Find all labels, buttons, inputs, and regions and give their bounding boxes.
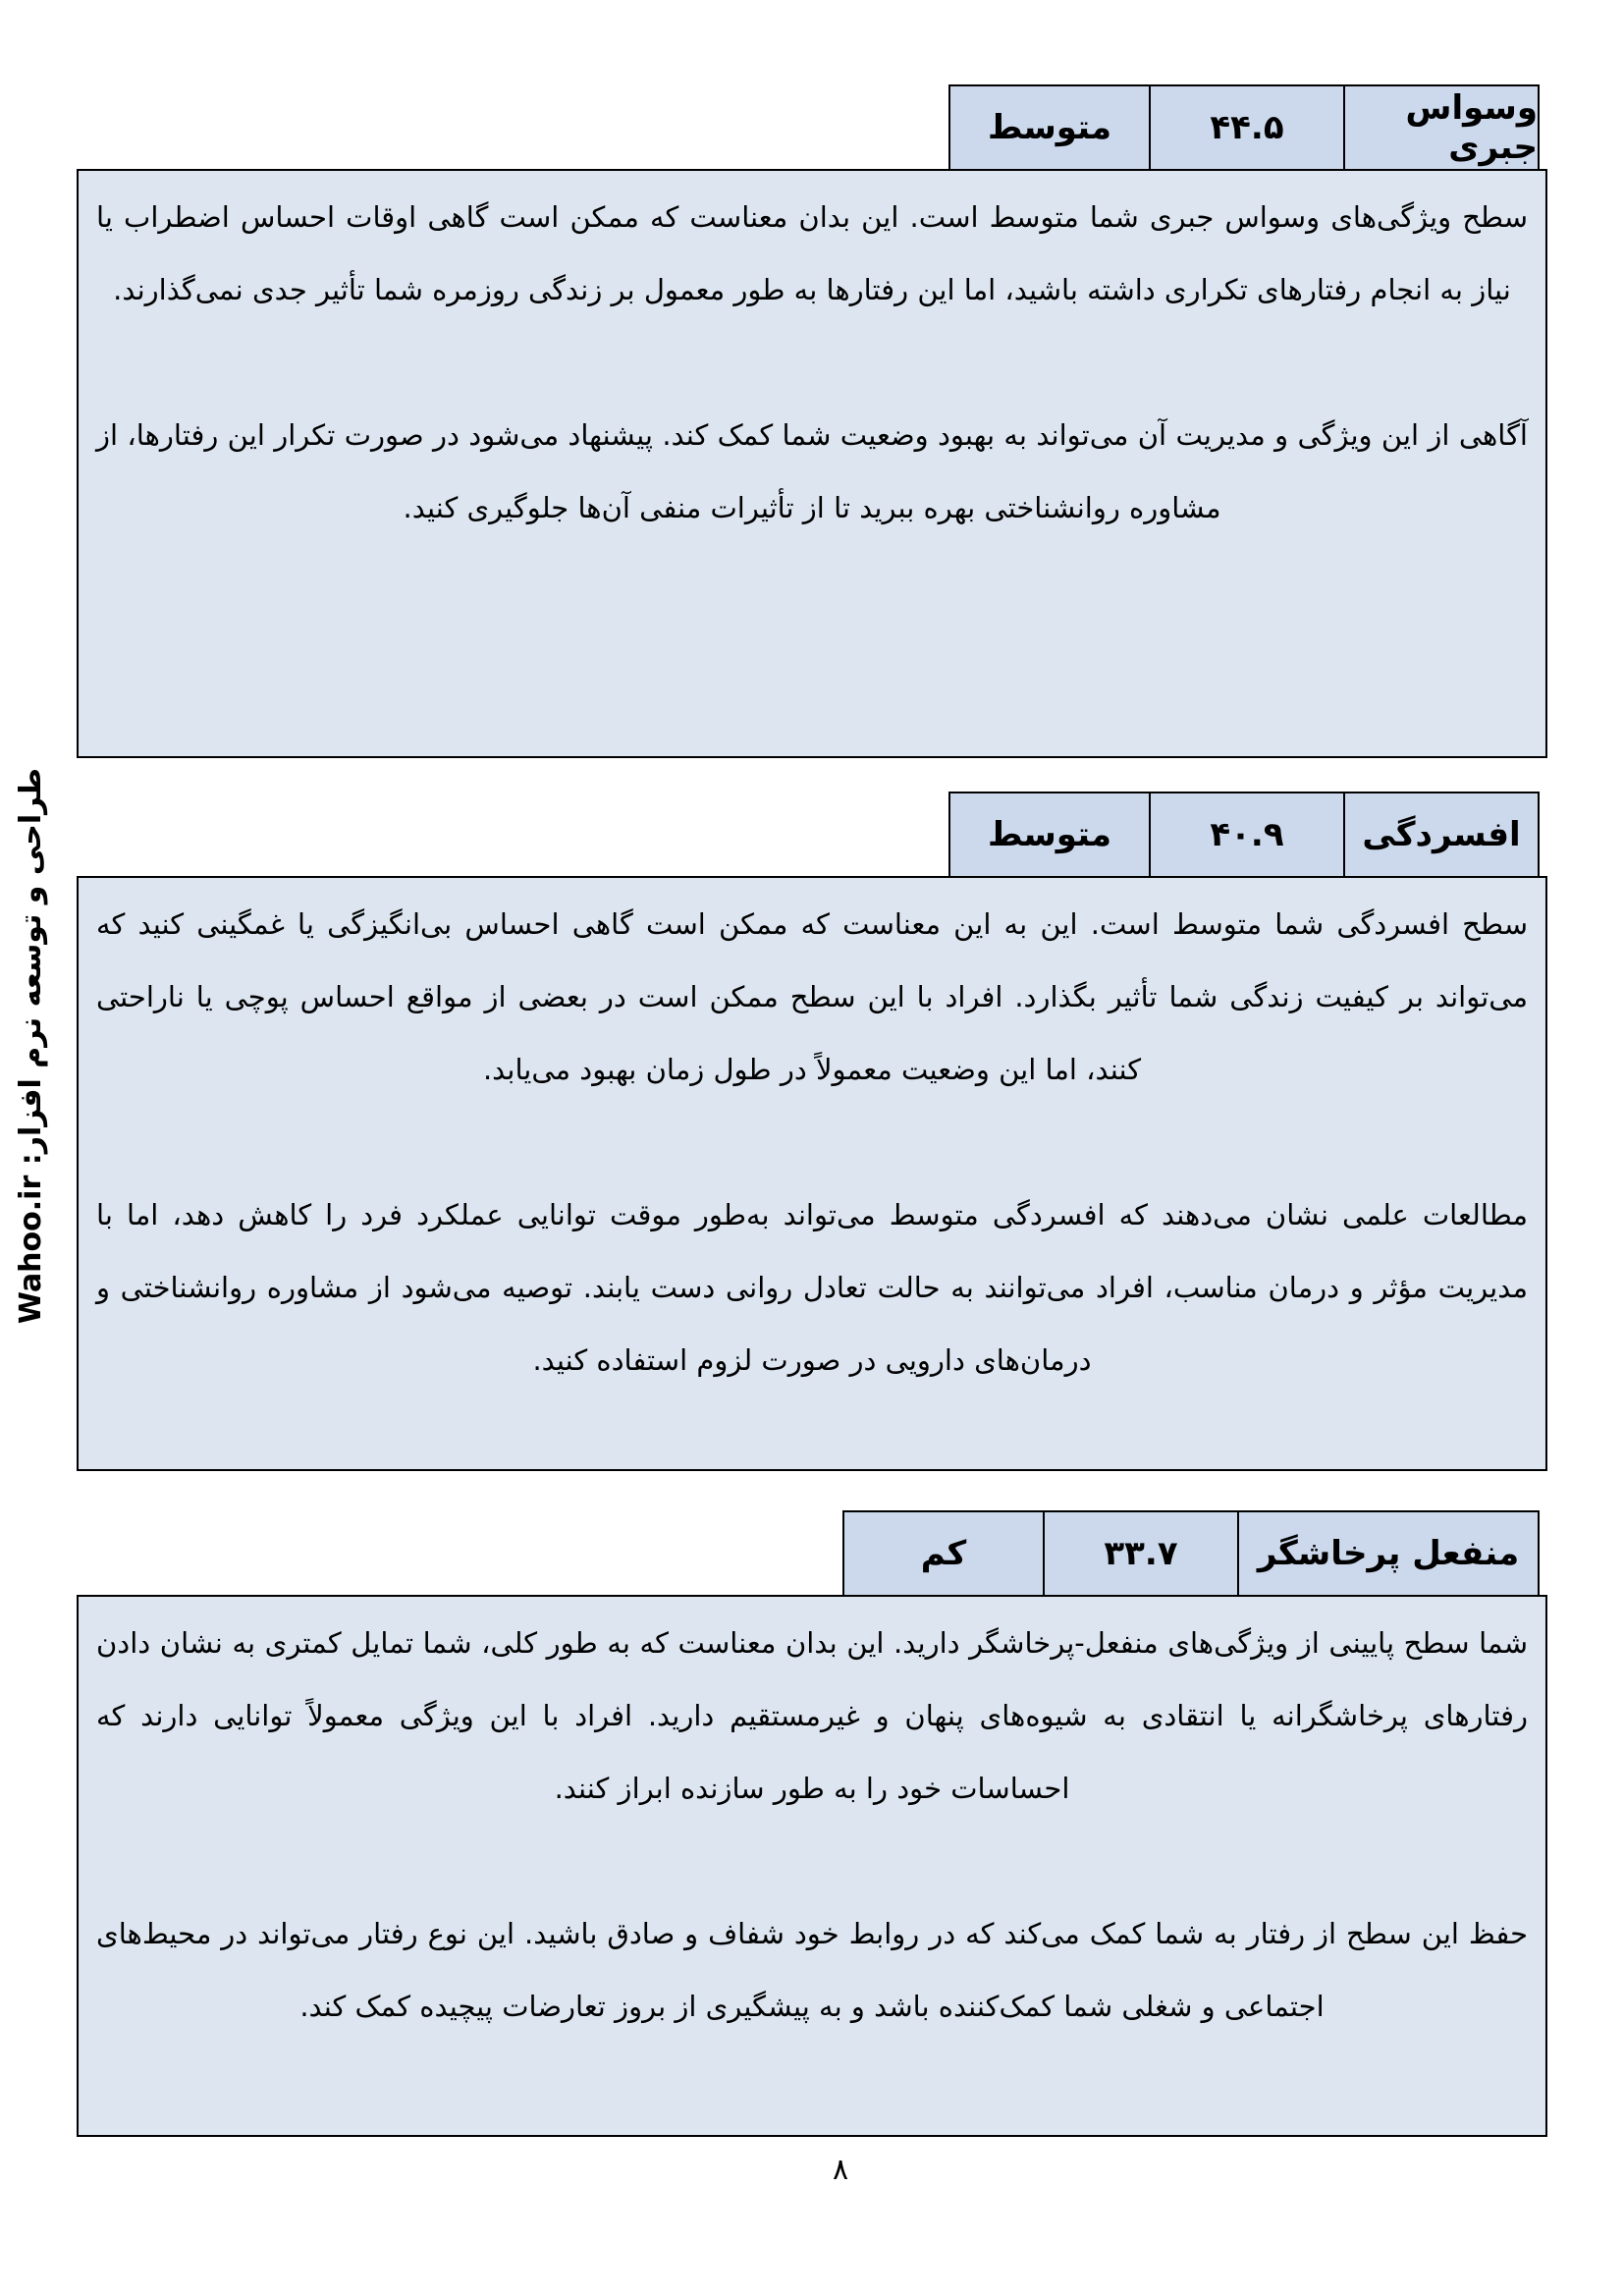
trait-description-box (77, 1595, 1547, 2137)
description-paragraph: مطالعات علمی نشان می‌دهند که افسردگی متوسط می‌تواند به‌طور موقت توانایی عملکرد فرد را کاهش دهد، اما با مدیریت مؤثر و درمان مناسب، افراد می‌توانند به حالت تعادل روانی دست یابند. توصیه می‌شود از مشاوره روانشناختی و درمان‌های دارویی در صورت لزوم استفاده کنید. (96, 1198, 1528, 1377)
description-paragraph: حفظ این سطح از رفتار به شما کمک می‌کند که در روابط خود شفاف و صادق باشید. این نوع رفتار می‌تواند در محیط‌های اجتماعی و شغلی شما کمک‌کننده باشد و به پیشگیری از بروز تعارضات پیچیده کمک کند. (96, 1917, 1528, 2023)
trait-level: متوسط (987, 815, 1112, 854)
trait-score-table (948, 84, 1540, 171)
trait-score-table (948, 792, 1540, 878)
trait-name: وسواس جبری (1343, 86, 1538, 169)
trait-score: ۴۴.۵ (1149, 86, 1343, 169)
description-paragraph: سطح افسردگی شما متوسط است. این به این معناست که ممکن است گاهی احساس بی‌انگیزگی یا غمگینی کنید که می‌تواند بر کیفیت زندگی شما تأثیر بگذارد. افراد با این سطح ممکن است در بعضی از مواقع احساس پوچی یا ناراحتی کنند، اما این وضعیت معمولاً در طول زمان بهبود می‌یابد. (96, 907, 1528, 1086)
page-number: ۸ (832, 2153, 849, 2187)
trait-level: متوسط (987, 108, 1112, 147)
trait-description-box (77, 876, 1547, 1471)
trait-score-table (842, 1510, 1540, 1597)
trait-name: افسردگی (1343, 793, 1538, 876)
trait-section-obsessive-compulsive (77, 84, 1547, 758)
trait-level: کم (920, 1534, 967, 1573)
trait-section-depression (77, 792, 1547, 1471)
trait-section-passive-aggressive (77, 1510, 1547, 2137)
trait-score: ۴۰.۹ (1149, 793, 1343, 876)
trait-description-box (77, 169, 1547, 758)
trait-name: منفعل پرخاشگر (1237, 1512, 1538, 1595)
description-paragraph: آگاهی از این ویژگی و مدیریت آن می‌تواند به بهبود وضعیت شما کمک کند. پیشنهاد می‌شود در صورت تکرار این رفتارها، از مشاوره روانشناختی بهره ببرید تا از تأثیرات منفی آن‌ها جلوگیری کنید. (96, 418, 1528, 524)
trait-score: ۳۳.۷ (1043, 1512, 1237, 1595)
software-credit: طراحی و توسعه نرم افزار: Wahoo.ir (14, 767, 48, 1325)
description-paragraph: سطح ویژگی‌های وسواس جبری شما متوسط است. این بدان معناست که ممکن است گاهی اوقات احساس اضطراب یا نیاز به انجام رفتارهای تکراری داشته باشید، اما این رفتارها به طور معمول بر زندگی روزمره شما تأثیر جدی نمی‌گذارند. (96, 200, 1528, 306)
report-content (77, 84, 1547, 2137)
description-paragraph: شما سطح پایینی از ویژگی‌های منفعل-پرخاشگر دارید. این بدان معناست که به طور کلی، شما تمایل کمتری به نشان دادن رفتارهای پرخاشگرانه یا انتقادی به شیوه‌های پنهان و غیرمستقیم دارید. افراد با این ویژگی معمولاً توانایی دارند که احساسات خود را به طور سازنده ابراز کنند. (96, 1626, 1528, 1805)
